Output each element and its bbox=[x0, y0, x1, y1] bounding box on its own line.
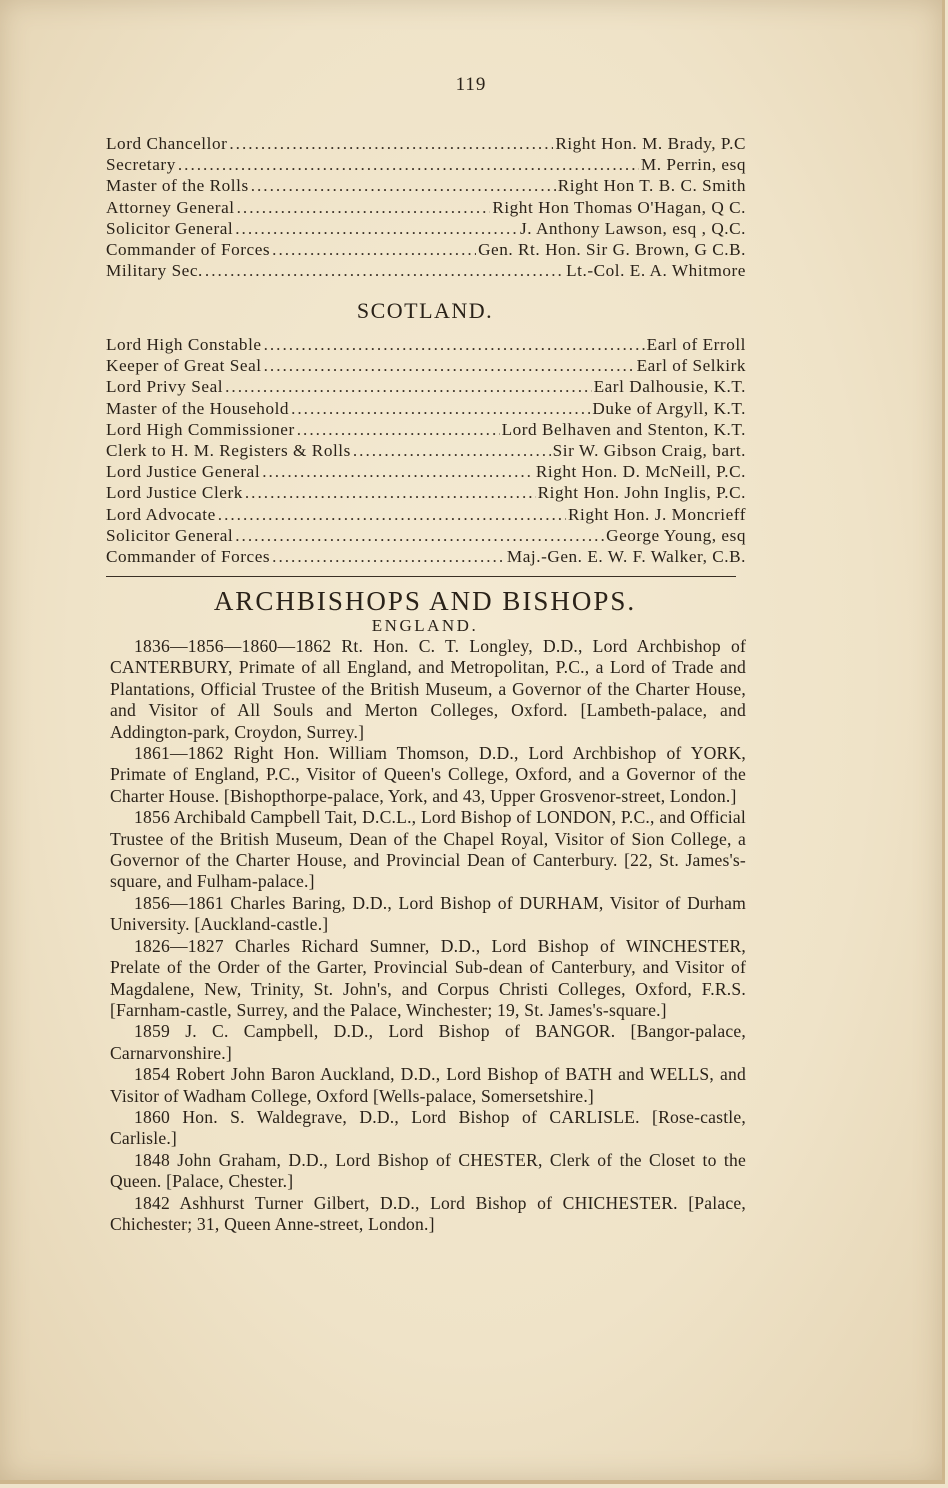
dot-leader bbox=[251, 175, 556, 196]
officer-row bbox=[106, 175, 746, 196]
dot-leader bbox=[272, 239, 476, 260]
bishops-heading: ARCHBISHOPS AND BISHOPS. bbox=[213, 586, 637, 616]
dot-leader bbox=[237, 197, 491, 218]
dot-leader bbox=[235, 525, 604, 546]
bishops-entries bbox=[110, 636, 746, 1235]
bishop-entry: 1854 Robert John Baron Auckland, D.D., Lord Bishop of BATH and WELLS, and Visitor of Wadham College, Oxford [Wells-palace, Somersetshire.] bbox=[110, 1064, 746, 1106]
officer-row bbox=[106, 197, 746, 218]
office-holder: M. Perrin, esq bbox=[640, 155, 746, 175]
office-holder: Right Hon Thomas O'Hagan, Q C. bbox=[492, 197, 746, 217]
office-title: Lord Privy Seal bbox=[106, 377, 224, 397]
office-holder: Sir W. Gibson Craig, bart. bbox=[552, 440, 746, 460]
officer-row bbox=[106, 482, 746, 503]
office-title: Solicitor General bbox=[106, 218, 234, 238]
office-holder: J. Anthony Lawson, esq , Q.C. bbox=[519, 218, 746, 238]
officer-row bbox=[106, 546, 746, 567]
office-holder: Earl of Erroll bbox=[646, 335, 746, 354]
office-title: Attorney General bbox=[106, 197, 235, 217]
dot-leader bbox=[262, 461, 534, 482]
officer-row bbox=[106, 218, 746, 239]
scotland-officers-list bbox=[106, 334, 746, 567]
bishop-entry: 1842 Ashhurst Turner Gilbert, D.D., Lord Bishop of CHICHESTER. [Palace, Chichester; 31, Queen Anne-street, London.] bbox=[110, 1192, 746, 1234]
office-holder: Maj.-Gen. E. W. F. Walker, C.B. bbox=[506, 546, 746, 566]
office-holder: Lord Belhaven and Stenton, K.T. bbox=[501, 419, 746, 439]
office-holder: Duke of Argyll, K.T. bbox=[592, 398, 746, 418]
bishop-entry: 1856—1861 Charles Baring, D.D., Lord Bishop of DURHAM, Visitor of Durham University. [Auckland-castle.] bbox=[110, 892, 746, 935]
bishop-entry: 1856 Archibald Campbell Tait, D.C.L., Lord Bishop of LONDON, P.C., and Official Trustee of the British Museum, Dean of the Chapel Royal, Visitor of Sion College, a Governor of the Charter House, and Provincial Dean of Canterbury. [22, St. James's-square, and Fulham-palace.] bbox=[110, 807, 746, 892]
officer-row bbox=[106, 419, 746, 440]
officer-row bbox=[106, 239, 746, 260]
dot-leader bbox=[291, 398, 590, 419]
officer-row bbox=[106, 376, 746, 397]
bishop-entry: 1848 John Graham, D.D., Lord Bishop of CHESTER, Clerk of the Closet to the Queen. [Palace, Chester.] bbox=[110, 1149, 746, 1192]
page-number: 119 bbox=[455, 74, 487, 95]
dot-leader bbox=[218, 504, 566, 525]
scotland-heading: SCOTLAND. bbox=[356, 298, 494, 323]
dot-leader bbox=[353, 440, 551, 461]
officer-row bbox=[106, 398, 746, 419]
officer-row bbox=[106, 355, 746, 376]
officer-row bbox=[106, 504, 746, 525]
dot-leader bbox=[178, 154, 639, 175]
officer-row bbox=[106, 334, 746, 355]
office-title: Commander of Forces bbox=[106, 239, 271, 259]
office-holder: Earl of Selkirk bbox=[636, 356, 746, 376]
dot-leader bbox=[229, 133, 553, 154]
office-title: Lord Justice General bbox=[106, 462, 261, 482]
office-holder: Right Hon. D. McNeill, P.C. bbox=[535, 462, 746, 482]
office-holder: Gen. Rt. Hon. Sir G. Brown, G C.B. bbox=[478, 239, 746, 259]
dot-leader bbox=[245, 482, 536, 503]
dot-leader bbox=[297, 419, 500, 440]
dot-leader bbox=[272, 546, 505, 567]
office-title: Solicitor General bbox=[106, 525, 234, 545]
officer-row bbox=[106, 154, 746, 175]
officer-row bbox=[106, 461, 746, 482]
section-divider bbox=[106, 576, 736, 577]
officer-row bbox=[106, 525, 746, 546]
bishop-entry: 1860 Hon. S. Waldegrave, D.D., Lord Bishop of CARLISLE. [Rose-castle, Carlisle.] bbox=[110, 1106, 746, 1149]
bishop-entry: 1836—1856—1860—1862 Rt. Hon. C. T. Longley, D.D., Lord Archbishop of CANTERBURY, Primate of all England, and Metropolitan, P.C., a Lord of Trade and Plantations, Official Trustee of the British Museum, a Governor of the Charter House, and Visitor of All Souls and Merton Colleges, Oxford. [Lambeth-palace, and Addington-park, Croydon, Surrey.] bbox=[110, 636, 746, 742]
office-title: Lord Advocate bbox=[106, 504, 216, 524]
dot-leader bbox=[264, 355, 635, 376]
office-holder: Right Hon. John Inglis, P.C. bbox=[537, 483, 746, 503]
dot-leader bbox=[205, 260, 564, 281]
office-title: Master of the Rolls bbox=[106, 176, 249, 196]
england-subheading: ENGLAND. bbox=[371, 616, 479, 635]
office-holder: George Young, esq bbox=[606, 525, 746, 545]
office-title: Lord High Constable bbox=[106, 335, 262, 354]
officer-row bbox=[106, 440, 746, 461]
ireland-officers-list bbox=[106, 133, 746, 281]
office-title: Clerk to H. M. Registers & Rolls bbox=[106, 440, 351, 460]
office-title: Keeper of Great Seal bbox=[106, 356, 262, 376]
office-title: Lord Chancellor bbox=[106, 134, 228, 153]
office-holder: Right Hon. M. Brady, P.C bbox=[555, 134, 746, 153]
office-holder: Right Hon. J. Moncrieff bbox=[568, 504, 746, 524]
office-holder: Earl Dalhousie, K.T. bbox=[593, 377, 746, 397]
office-holder: Lt.-Col. E. A. Whitmore bbox=[566, 261, 746, 281]
office-title: Master of the Household bbox=[106, 398, 290, 418]
office-title: Secretary bbox=[106, 155, 176, 175]
office-title: Commander of Forces bbox=[106, 546, 271, 566]
dot-leader bbox=[225, 376, 591, 397]
office-title: Lord Justice Clerk bbox=[106, 483, 243, 503]
office-holder: Right Hon T. B. C. Smith bbox=[557, 176, 746, 196]
bishop-entry: 1826—1827 Charles Richard Sumner, D.D., Lord Bishop of WINCHESTER, Prelate of the Order of the Garter, Provincial Sub-dean of Canterbury, and Visitor of Magdalene, New, Trinity, St. John's, and Corpus Christi Colleges, Oxford, F.R.S. [Farnham-castle, Surrey, and the Palace, Winchester; 19, St. James's-square.] bbox=[110, 935, 746, 1020]
dot-leader bbox=[264, 334, 645, 355]
bishop-entry: 1859 J. C. Campbell, D.D., Lord Bishop of BANGOR. [Bangor-palace, Carnarvonshire.] bbox=[110, 1021, 746, 1063]
office-title: Lord High Commissioner bbox=[106, 419, 295, 439]
bishop-entry: 1861—1862 Right Hon. William Thomson, D.D., Lord Archbishop of YORK, Primate of England, P.C., Visitor of Queen's College, Oxford, and a Governor of the Charter House. [Bishopthorpe-palace, York, and 43, Upper Grosvenor-street, London.] bbox=[110, 743, 746, 806]
office-title: Military Sec. bbox=[106, 261, 203, 281]
officer-row bbox=[106, 133, 746, 154]
officer-row bbox=[106, 260, 746, 281]
dot-leader bbox=[235, 218, 518, 239]
